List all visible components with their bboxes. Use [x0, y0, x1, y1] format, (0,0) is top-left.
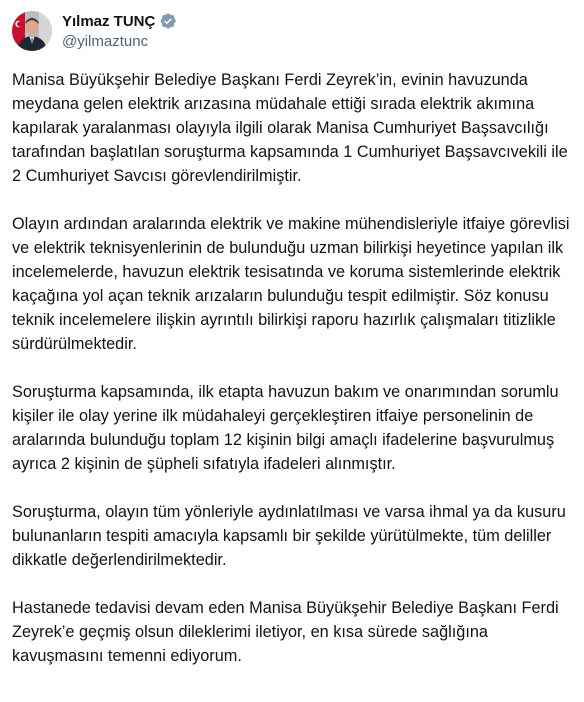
tweet-paragraph: Hastanede tedavisi devam eden Manisa Büyükşehir Belediye Başkanı Ferdi Zeyrek’e geçmiş olsun dileklerimi iletiyor, en kısa sürede sağlığına kavuşmasını temenni ediyorum.: [12, 599, 559, 665]
author-display-name[interactable]: Yılmaz TUNÇ: [62, 12, 156, 30]
tweet-paragraph: Soruşturma, olayın tüm yönleriyle aydınlatılması ve varsa ihmal ya da kusuru bulunanların tespiti amacıyla kapsamlı bir şekilde yürütülmekte, tüm deliller dikkatle değerlendirilmektedir.: [12, 503, 566, 569]
verified-badge-icon: [159, 12, 177, 30]
tweet-text: [12, 68, 574, 668]
avatar-image: [12, 11, 52, 51]
tweet-header: [12, 8, 177, 58]
tweet-paragraph: Soruşturma kapsamında, ilk etapta havuzun bakım ve onarımından sorumlu kişiler ile olay yerine ilk müdahaleyi gerçekleştiren itfaiye personelinin de aralarında bulunduğu toplam 12 kişinin bilgi amaçlı ifadelerine başvurulmuş ayrıca 2 kişinin de şüpheli sıfatıyla ifadeleri alınmıştır.: [12, 383, 559, 473]
avatar[interactable]: [12, 11, 52, 51]
author-handle[interactable]: @yilmaztunc: [62, 33, 149, 50]
author-block: [62, 8, 177, 52]
name-row: [62, 10, 177, 32]
tweet-paragraph: Manisa Büyükşehir Belediye Başkanı Ferdi Zeyrek’in, evinin havuzunda meydana gelen elektrik arızasına müdahale ettiği sırada elektrik akımına kapılarak yaralanması olayıyla ilgili olarak Manisa Cumhuriyet Başsavcılığı tarafından başlatılan soruşturma kapsamında 1 Cumhuriyet Başsavcıvekili ile 2 Cumhuriyet Savcısı görevlendirilmiştir.: [12, 71, 568, 185]
tweet-paragraph: Olayın ardından aralarında elektrik ve makine mühendisleriyle itfaiye görevlisi ve elektrik teknisyenlerinin de bulunduğu uzman bilirkişi heyetince yapılan ilk incelemelerde, havuzun elektrik tesisatında ve koruma sistemlerinde elektrik kaçağına yol açan teknik arızaların bulunduğu tespit edilmiştir. Söz konusu teknik incelemelere ilişkin ayrıntılı bilirkişi raporu hazırlık çalışmaları titizlikle sürdürülmektedir.: [12, 215, 570, 353]
